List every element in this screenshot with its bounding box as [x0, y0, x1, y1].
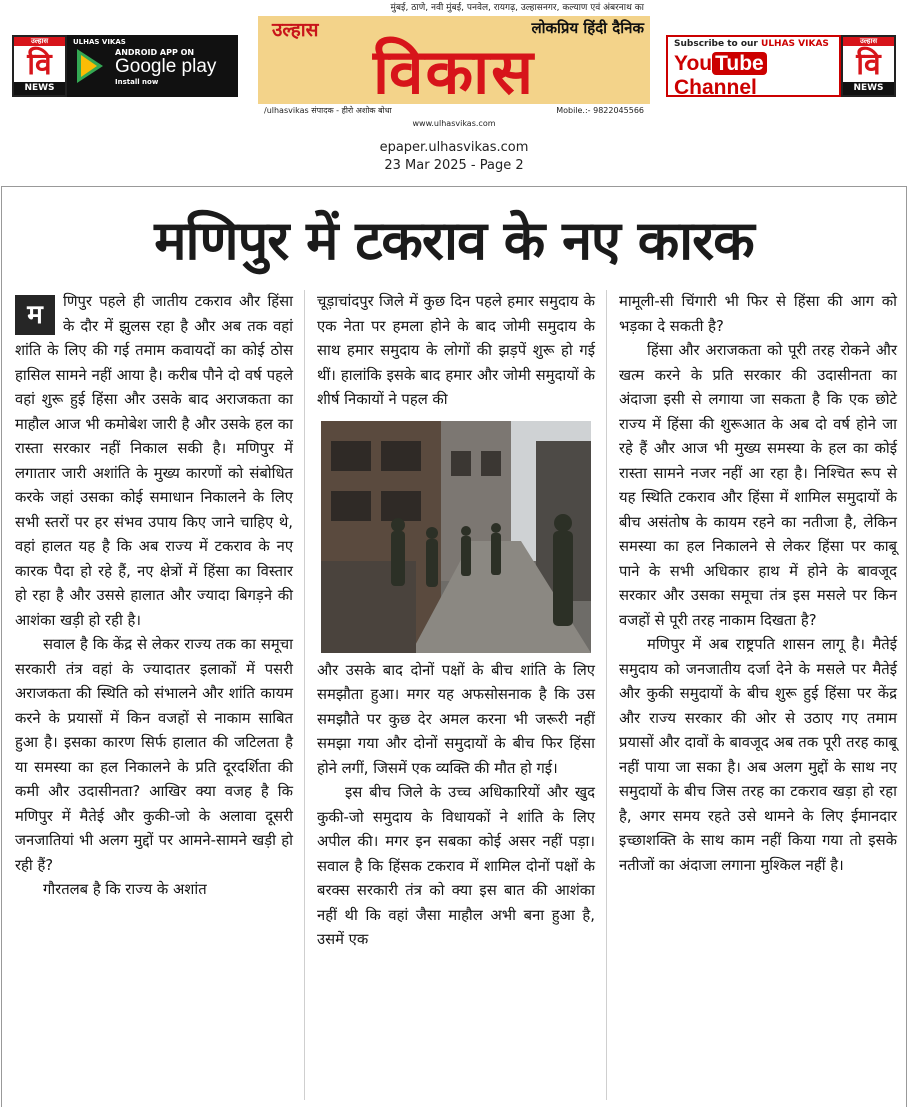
editor-line: /ulhasvikas संपादक - हीरो अशोक बोधा	[264, 106, 392, 115]
subscribe-brand: ULHAS VIKAS	[761, 39, 829, 49]
col3-paragraph-1: मामूली-सी चिंगारी भी फिर से हिंसा की आग को भड़का दे सकती है?	[619, 293, 897, 335]
store-label: Google play	[115, 56, 217, 77]
col1-paragraph-1-text: णिपुर पहले ही जातीय टकराव और हिंसा के दौर में झुलस रहा है और अब तक वहां शांति के लिए की गई तमाम कवायदों का कोई ठोस हासिल सामने नहीं आया है। करीब पौने दो वर्ष पहले वहां शुरू हुई हिंसा और उसके बाद अराजकता का माहौल आज भी कमोबेश जारी है और उसके हल का रास्ता सरकार नहीं निकाल सकी है। मणिपुर में लगातार जारी अशांति के मुख्य कारणों को संबोधित करके जहां उसका कोई समाधान निकालने के लिए सभी स्तरों पर हर संभव उपाय किए जाने चाहिए थे, वहां हालत यह है कि अब राज्य में टकराव के नए कारक पैदा हो रहे हैं, नए क्षेत्रों में हिंसा का विस्तार हो रहा है और उससे हालात और ज्यादा बिगड़ने की आशंका खड़ी हो रही है।	[15, 293, 293, 629]
logo-top-text: उल्हास	[843, 37, 894, 46]
youtube-channel-label	[674, 52, 833, 100]
ulhas-vikas-logo	[12, 35, 67, 97]
subscribe-text: Subscribe to our	[674, 39, 758, 49]
epaper-url[interactable]: epaper.ulhasvikas.com	[379, 140, 529, 155]
col1-paragraph-2: सवाल है कि केंद्र से लेकर राज्य तक का समूचा सरकारी तंत्र वहां के ज्यादातर इलाकों में पसरी अराजकता की स्थिति को संभालने और शांति कायम करने के प्रयासों में किन वजहों से नाकाम साबित हुआ है। इसका कारण सिर्फ हालात की जटिलता है या समस्या का हल निकालने के प्रति दूरदर्शिता की कमी और उदासीनता? आखिर क्या वजह है कि मणिपुर में मैतेई और कुकी-जो के अलावा दूसरी जनजातियां भी अलग मुद्दों पर आमने-सामने खड़ी हो रही हैं?	[15, 636, 293, 874]
col3-paragraph-3: मणिपुर में अब राष्ट्रपति शासन लागू है। मैतेई समुदाय को जनजातीय दर्जा देने के मसले पर मैतेई और कुकी समुदायों के बीच शुरू हुई हिंसा पर केंद्र और राज्य सरकार की ओर से उठाए गए तमाम प्रयासों और दावों के बावजूद अब तक पूरी तरह काबू नहीं पाया जा सका है। अब अलग मुद्दों के साथ नए समुदायों के बीच जिस तरह का टकराव खड़ा हो रहा है, अगर समय रहते उसे थामने के लिए ईमानदार इच्छाशक्ति के साथ काम नहीं किया गया तो इसके नतीजों का अंदाजा लगाना मुश्किल नहीं है।	[619, 636, 897, 874]
gplay-brand: ULHAS VIKAS	[73, 38, 126, 46]
col2-paragraph-1: चूड़ाचांदपुर जिले में कुछ दिन पहले हमार समुदाय के एक नेता पर हमला होने के बाद जोमी समुदाय के साथ हमार समुदाय के लोगों की झड़पें शुरू हो गई थीं। हालांकि इसके बाद हमार और जोमी समुदायों के शीर्ष निकायों ने पहल की	[317, 293, 595, 408]
article-headline: मणिपुर में टकराव के नए कारक	[154, 209, 754, 272]
logo-news-text: NEWS	[843, 82, 894, 95]
edition-info	[0, 139, 908, 175]
col2-paragraph-2: और उसके बाद दोनों पक्षों के बीच शांति के लिए समझौता हुआ। मगर यह अफसोसनाक है कि उस समझौते पर कुछ देर अमल करना भी जरूरी नहीं समझा गया और दोनों समुदायों के बीच फिर हिंसा होने लगीं, जिसमें एक व्यक्ति की मौत हो गई।	[317, 661, 595, 777]
column-divider-1	[304, 290, 305, 1100]
youtube-channel-word: Channel	[674, 76, 757, 99]
edition-date-page: 23 Mar 2025 - Page 2	[384, 158, 524, 173]
nameplate-small-brand: उल्हास	[272, 19, 319, 41]
soldiers-street-photo	[321, 421, 591, 653]
google-play-button[interactable]	[67, 35, 238, 97]
coverage-cities: मुंबई, ठाणे, नवी मुंबई, पनवेल, रायगढ़, उल्हासनगर, कल्याण एवं अंबरनाथ का	[258, 0, 650, 16]
google-play-icon-inner	[81, 55, 97, 77]
android-label: ANDROID APP ON	[115, 48, 195, 57]
logo-top-text: उल्हास	[14, 37, 65, 46]
nameplate-website[interactable]: www.ulhasvikas.com	[258, 118, 650, 130]
install-label: Install now	[115, 78, 159, 86]
nameplate-tagline: लोकप्रिय हिंदी दैनिक	[531, 19, 644, 37]
logo-letter: वि	[27, 47, 52, 82]
youtube-you: You	[674, 52, 713, 75]
article	[1, 186, 907, 1107]
mobile-number: Mobile.:- 9822045566	[556, 106, 644, 115]
youtube-subscribe[interactable]	[666, 35, 841, 97]
logo-news-text: NEWS	[14, 82, 65, 95]
col1-paragraph-1	[15, 290, 293, 633]
col1-paragraph-3: गौरतलब है कि राज्य के अशांत	[43, 881, 207, 898]
newspaper-nameplate	[258, 0, 650, 130]
article-column-3	[619, 290, 897, 878]
android-app-badge[interactable]	[12, 35, 238, 97]
article-column-2	[317, 290, 595, 953]
article-photo	[321, 421, 591, 653]
col3-paragraph-2: हिंसा और अराजकता को पूरी तरह रोकने और खत्म करने के प्रति सरकार की उदासीनता का अंदाजा इसी से लगाया जा सकता है कि एक छोटे राज्य में हिंसा की शुरूआत के अब दो वर्ष होने जा रहे हैं और आज भी मुख्य समस्या के हल का कोई रास्ता सामने नजर नहीं आ रहा है। निश्चित रूप से यह स्थिति टकराव और हिंसा में शामिल समुदायों के बीच असंतोष के कायम रहने का नतीजा है, लेकिन समस्या का हल निकालने से लेकर हिंसा पर काबू पाने के सभी अधिकार हाथ में होने के बावजूद सरकार और उसका समूचा तंत्र इस मसले पर किन वजहों से पूरी तरह नाकाम दिखता है?	[619, 342, 897, 629]
ulhas-vikas-logo-right	[841, 35, 896, 97]
masthead	[0, 0, 908, 135]
nameplate-title-area	[258, 16, 650, 108]
youtube-tube: Tube	[712, 52, 767, 75]
article-column-1	[15, 290, 293, 903]
nameplate-title: विकास	[372, 35, 536, 108]
subscribe-line	[674, 39, 833, 49]
youtube-channel-badge[interactable]	[666, 35, 896, 97]
drop-cap: म	[15, 295, 55, 335]
col2-paragraph-3: इस बीच जिले के उच्च अधिकारियों और खुद कुकी-जो समुदाय के विधायकों ने शांति के लिए अपील की। मगर इन सबका कोई असर नहीं पड़ा। सवाल है कि हिंसक टकराव में शामिल दोनों पक्षों के बरक्स सरकारी तंत्र को क्या इस बात की आशंका नहीं थी कि वहां जैसा माहौल अभी बना हुआ है, उसमें एक	[317, 784, 595, 948]
column-divider-2	[606, 290, 607, 1100]
logo-letter: वि	[856, 47, 881, 82]
